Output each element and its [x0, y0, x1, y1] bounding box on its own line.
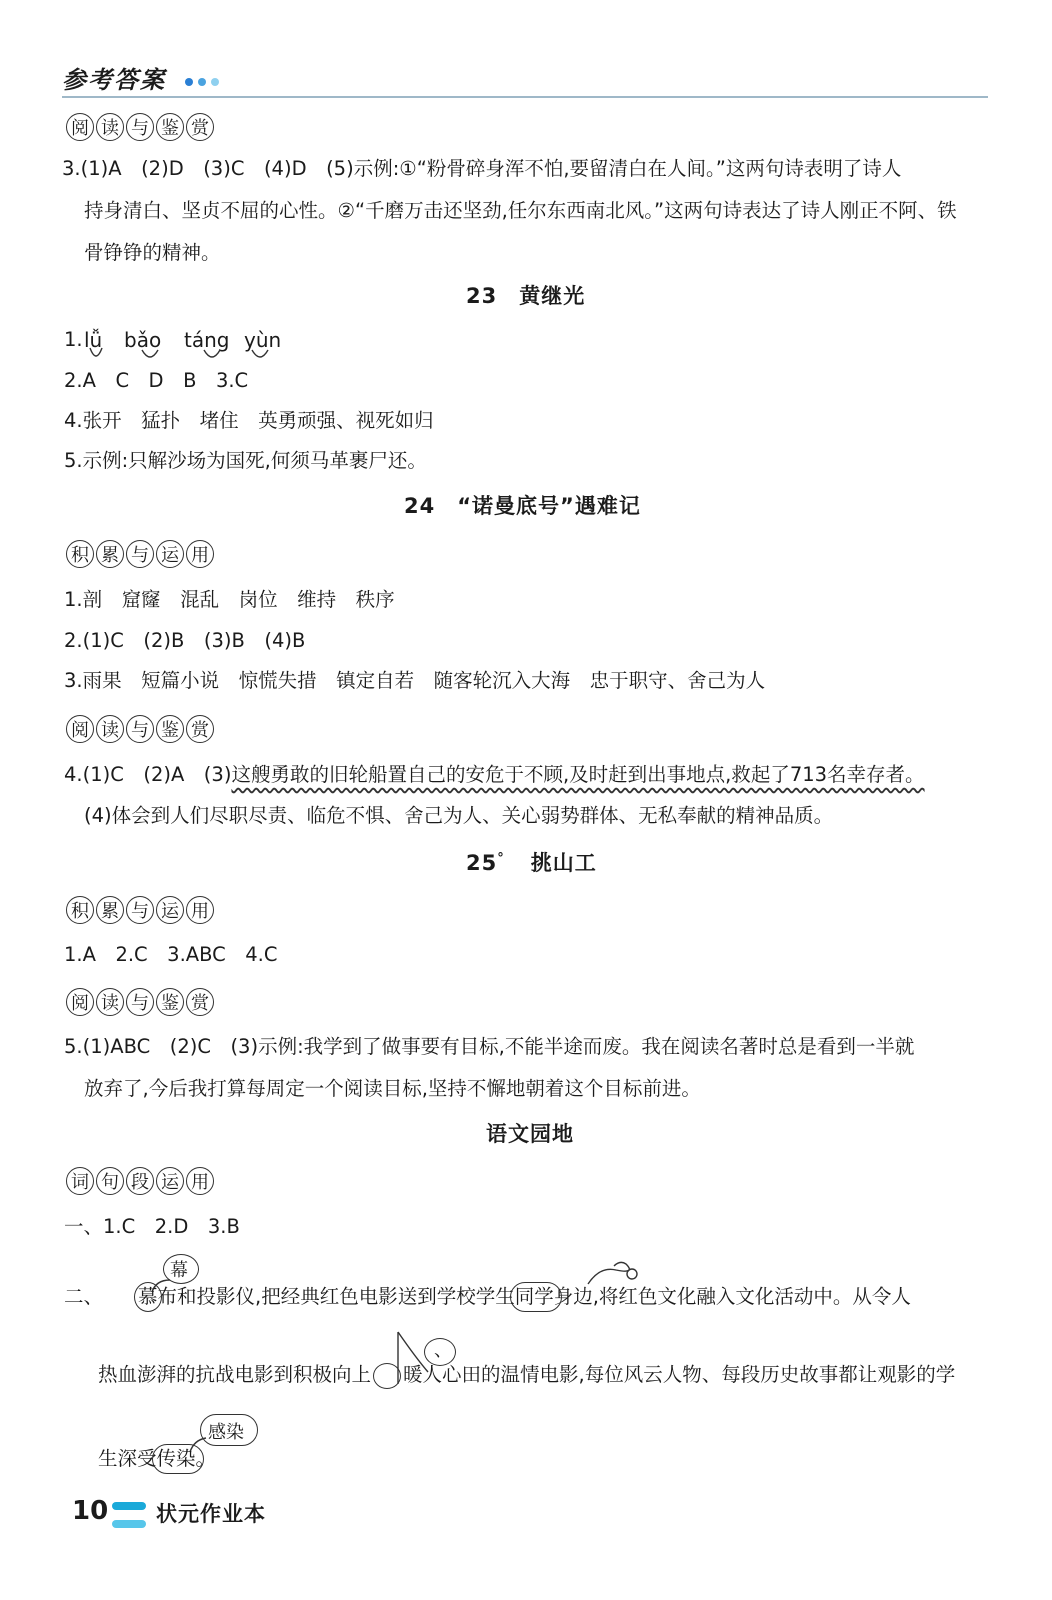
section-reading-2: [66, 712, 216, 746]
paragraph-text: 热血澎湃的抗战电影到积极向上: [98, 1363, 372, 1386]
section-char: 积: [66, 896, 94, 924]
insert-circle: [373, 1363, 401, 1389]
section-char: 运: [156, 1167, 184, 1195]
wrong-word-tongxue: [515, 1282, 554, 1312]
wrong-char-text: 慕: [138, 1285, 158, 1308]
paragraph-text: 生深受: [98, 1447, 157, 1470]
section-char: 用: [186, 540, 214, 568]
paragraph-text: 身边,将红色文化融入文化活动中。从令人: [553, 1285, 911, 1308]
lesson-title: 语文园地: [486, 1122, 574, 1146]
lesson-name: 挑山工: [530, 851, 597, 875]
wrong-ring: [510, 1282, 562, 1312]
answer-line: 2.A C D B 3.C: [64, 369, 249, 392]
section-char: 读: [96, 715, 124, 743]
section-accum-2: [66, 893, 216, 927]
answer-line: 骨铮铮的精神。: [84, 241, 221, 264]
answer-line: [98, 1360, 955, 1390]
section-char: 赏: [186, 988, 214, 1016]
header-title: 参考答案: [62, 66, 166, 94]
answer-line: [98, 1444, 215, 1474]
answer-line: 1.: [64, 328, 83, 351]
answer-line: 2.(1)C (2)B (3)B (4)B: [64, 629, 306, 652]
header-dot-3: [211, 78, 219, 86]
section-char: 阅: [66, 715, 94, 743]
lesson-title: 23 黄继光: [466, 284, 586, 308]
answer-line: 一、1.C 2.D 3.B: [64, 1215, 240, 1238]
answer-line: 1.A 2.C 3.ABC 4.C: [64, 943, 278, 966]
pinyin-item: táng: [184, 328, 230, 352]
section-char: 赏: [186, 715, 214, 743]
section-char: 与: [126, 540, 154, 568]
answer-line: 1.剖 窟窿 混乱 岗位 维持 秩序: [64, 588, 395, 611]
section-char: 段: [126, 1167, 154, 1195]
section-char: 读: [96, 988, 124, 1016]
pinyin-item: yùn: [244, 328, 282, 352]
pinyin-item: bǎo: [124, 328, 162, 352]
section-reading-3: [66, 985, 216, 1019]
section-char: 词: [66, 1167, 94, 1195]
header-dot-1: [185, 78, 193, 86]
answer-line: 3.(1)A (2)D (3)C (4)D (5)示例:①“粉骨碎身浑不怕,要留清白在人间。”这两句诗表明了诗人: [62, 157, 902, 180]
section-char: 阅: [66, 113, 94, 141]
delete-mark: [586, 1260, 642, 1288]
section-char: 积: [66, 540, 94, 568]
insert-punct: 、: [434, 1340, 452, 1361]
section-char: 鉴: [156, 988, 184, 1016]
section-char: 与: [126, 113, 154, 141]
wrong-word-text: 传染: [156, 1447, 196, 1470]
section-char: 句: [96, 1167, 124, 1195]
section-char: 累: [96, 540, 124, 568]
answer-line: (4)体会到人们尽职尽责、临危不惧、舍己为人、关心弱势群体、无私奉献的精神品质。: [84, 804, 834, 827]
section-char: 鉴: [156, 113, 184, 141]
section-accum-1: [66, 537, 216, 571]
correction-mu: 幕: [170, 1260, 188, 1281]
pinyin-tone-marks: [84, 344, 294, 368]
wrong-word-chuanran: [157, 1444, 196, 1474]
answer-line: [138, 1282, 911, 1312]
lesson-title: [466, 847, 597, 877]
answer-line: 5.示例:只解沙场为国死,何须马革裹尸还。: [64, 449, 427, 472]
answer-line: 4.张开 猛扑 堵住 英勇顽强、视死如归: [64, 409, 434, 432]
answer-line: 5.(1)ABC (2)C (3)示例:我学到了做事要有目标,不能半途而废。我在阅读名著时总是看到一半就: [64, 1035, 915, 1058]
lesson-title: 24 “诺曼底号”遇难记: [404, 494, 641, 518]
answer-line: [64, 760, 925, 790]
answer-line: 3.雨果 短篇小说 惊慌失措 镇定自若 随客轮沉入大海 忠于职守、舍己为人: [64, 669, 766, 692]
page-number: 10: [72, 1496, 109, 1526]
lesson-number: 25: [466, 851, 498, 875]
section-reading-1: [66, 110, 216, 144]
section-char: 运: [156, 540, 184, 568]
wrong-ring: [134, 1282, 162, 1312]
footer-bar-1: [112, 1502, 146, 1510]
paragraph-text: 。: [195, 1447, 216, 1470]
section-words: [66, 1164, 216, 1198]
section-char: 鉴: [156, 715, 184, 743]
section-char: 与: [126, 896, 154, 924]
paragraph-text: 暖人心田的温情电影,每位风云人物、每段历史故事都让观影的学: [403, 1363, 956, 1386]
correction-ganran: 感染: [208, 1422, 244, 1443]
section-char: 用: [186, 1167, 214, 1195]
lesson-mark: °: [497, 851, 505, 866]
section-char: 读: [96, 113, 124, 141]
paragraph-text: 布和投影仪,把经典红色电影送到学校学生: [157, 1285, 515, 1308]
wrong-char-mu: [138, 1282, 158, 1312]
section-char: 与: [126, 715, 154, 743]
section-char: 阅: [66, 988, 94, 1016]
header-dot-2: [198, 78, 206, 86]
section-char: 运: [156, 896, 184, 924]
question-label: 二、: [64, 1285, 104, 1308]
section-char: 赏: [186, 113, 214, 141]
wrong-word-text: 同学: [514, 1285, 554, 1308]
wavy-underlined-answer: 这艘勇敢的旧轮船置自己的安危于不顾,及时赶到出事地点,救起了713名幸存者。: [231, 763, 925, 786]
book-title: 状元作业本: [156, 1502, 266, 1526]
footer-bar-2: [112, 1520, 146, 1528]
pinyin-item: lǚ: [84, 328, 103, 352]
wrong-ring: [152, 1444, 204, 1474]
section-char: 用: [186, 896, 214, 924]
section-char: 与: [126, 988, 154, 1016]
header-rule: [62, 96, 988, 98]
answer-line: 放弃了,今后我打算每周定一个阅读目标,坚持不懈地朝着这个目标前进。: [84, 1077, 701, 1100]
section-char: 累: [96, 896, 124, 924]
answer-line: 持身清白、坚贞不屈的心性。②“千磨万击还坚劲,任尔东西南北风。”这两句诗表达了诗人刚正不阿、铁: [84, 199, 957, 222]
answer-prefix: 4.(1)C (2)A (3): [64, 763, 232, 786]
